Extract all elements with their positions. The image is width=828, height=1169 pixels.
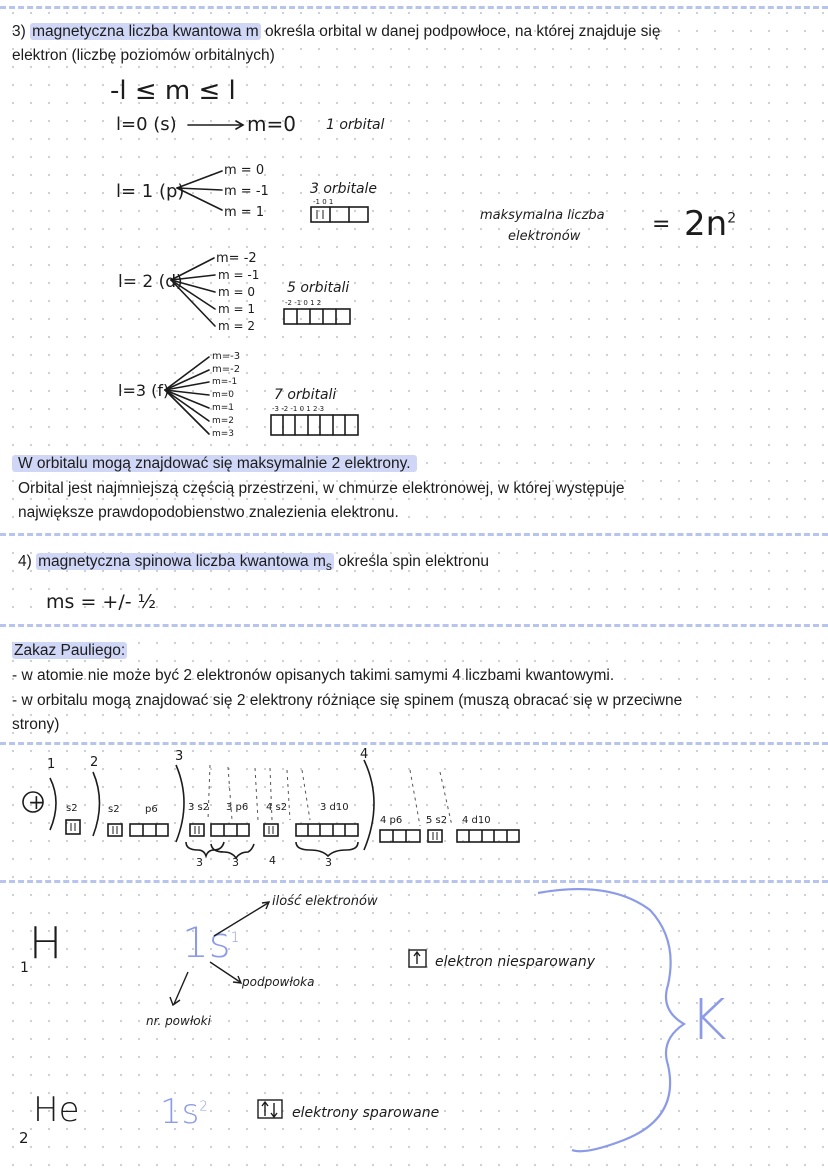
spin-formula: ms = +/- ½	[46, 591, 157, 613]
l3-m-1: m=-2	[212, 364, 241, 375]
l1-arrow-2	[177, 188, 222, 190]
l1-count: 3 orbitale	[310, 181, 378, 197]
max-label-1: maksymalna liczba	[480, 208, 605, 223]
l3-m-3: m=0	[212, 390, 235, 400]
arrow-to-shell-no	[174, 972, 188, 1004]
l2-label: l= 2 (d)	[118, 272, 183, 292]
orbital-line2: największe prawdopodobienstwo znalezienia elektronu.	[18, 504, 399, 521]
he-symbol: He	[33, 1090, 80, 1130]
l2-count: 5 orbitali	[287, 280, 350, 296]
l0-m: m=0	[247, 112, 296, 136]
h-config-exp: 1	[230, 930, 240, 946]
he-config-base: 1s	[160, 1092, 200, 1132]
l3-count: 7 orbitali	[274, 387, 337, 403]
brace-num-1: 3	[196, 856, 203, 869]
label-4d: 4 d10	[462, 815, 491, 826]
max-formula-base: 2n	[684, 204, 728, 244]
label-5s: 5 s2	[426, 815, 448, 826]
section3-rest: określa orbital w danej podpowłoce, na której znajduje się	[265, 23, 661, 40]
arrow-to-count	[214, 903, 268, 936]
l0-count: 1 orbital	[326, 117, 385, 133]
l1-m-0: m = 0	[224, 163, 265, 178]
l3-m-0: m=-3	[212, 351, 241, 362]
shell-num-1: 1	[47, 757, 56, 772]
section3-line2: elektron (liczbę poziomów orbitalnych)	[12, 47, 275, 64]
shell-num-2: 2	[90, 755, 99, 770]
paired-box	[258, 1100, 282, 1118]
l2-m-4: m = 2	[218, 319, 256, 333]
l3-m-6: m=3	[212, 429, 235, 439]
nucleus-plus: +	[28, 790, 45, 814]
shell-brace	[538, 889, 684, 1151]
nucleus-circle	[23, 792, 43, 812]
label-4s: 4 s2	[266, 802, 288, 813]
shell-num-4: 4	[360, 747, 369, 762]
orbital-highlight-text: W orbitalu mogą znajdować się maksymalnie 2 elektrony.	[12, 455, 417, 472]
pauli-line1: - w atomie nie może być 2 elektronów opisanych takimi samymi 4 liczbami kwantowymi.	[12, 667, 615, 684]
p-boxes	[311, 207, 368, 222]
h-config-base: 1s	[182, 918, 231, 967]
shell-num-3: 3	[175, 749, 184, 764]
he-z: 2	[19, 1129, 29, 1147]
label-3s: 3 s2	[188, 802, 210, 813]
l2-m-1: m = -1	[218, 268, 260, 282]
max-formula-eq: =	[652, 212, 671, 237]
l3-m-2: m=-1	[212, 377, 238, 387]
brace-num-4: 3	[325, 856, 332, 869]
h-symbol: H	[29, 918, 63, 969]
pauli-line2: - w orbitalu mogą znajdować się 2 elektrony różniące się spinem (muszą obracać się w przeciwne	[12, 692, 683, 709]
p-box-spins	[317, 210, 323, 219]
he-config-exp: 2	[199, 1099, 208, 1115]
l0-label: l=0 (s)	[116, 114, 177, 135]
section3-highlight: magnetyczna liczba kwantowa m	[32, 23, 259, 40]
l1-arrow-3	[177, 188, 222, 210]
l2-arrow-1	[171, 258, 214, 280]
label-1s: s2	[66, 803, 78, 814]
l3-m-4: m=1	[212, 403, 235, 413]
h-note-shell: nr. powłoki	[146, 1014, 211, 1028]
pauli-line3: strony)	[12, 716, 60, 733]
section4-highlight-text: magnetyczna spinowa liczba kwantowa m	[38, 553, 326, 570]
l1-label: l= 1 (p)	[116, 181, 185, 202]
label-4p: 4 p6	[380, 815, 403, 826]
m-range: -l ≤ m ≤ l	[110, 76, 236, 106]
l3-m-5: m=2	[212, 416, 235, 426]
label-2s: s2	[108, 804, 120, 815]
arrow-to-subshell	[210, 962, 240, 982]
label-3p: 3 p6	[226, 802, 249, 813]
l1-m-2: m = 1	[224, 205, 265, 220]
section4-rest: określa spin elektronu	[338, 553, 489, 570]
h-note-sub: podpowłoka	[242, 975, 315, 989]
l1-box-labels: -1 0 1	[313, 198, 334, 206]
shell-letter-k: K	[690, 988, 727, 1053]
d-boxes	[284, 309, 350, 324]
l2-box-labels: -2 -1 0 1 2	[285, 299, 322, 307]
label-2p: p6	[145, 804, 158, 815]
h-note-count: ilość elektronów	[272, 894, 378, 909]
l1-arrow-1	[177, 171, 222, 188]
l2-m-2: m = 0	[218, 285, 256, 299]
orbital-line1: Orbital jest najmniejszą częścią przestrzeni, w chmurze elektronowej, w której występuje	[18, 480, 625, 497]
l1-m-1: m = -1	[224, 184, 269, 199]
he-paired-label: elektrony sparowane	[292, 1105, 440, 1121]
l2-m-3: m = 1	[218, 302, 256, 316]
h-z: 1	[20, 960, 29, 976]
max-label-2: elektronów	[508, 229, 581, 244]
l2-m-0: m= -2	[216, 251, 257, 266]
l3-label: l=3 (f)	[118, 381, 170, 400]
label-3d: 3 d10	[320, 802, 349, 813]
section3-number: 3)	[12, 23, 26, 40]
l3-box-labels: -3 -2 -1 0 1 2 3	[272, 405, 325, 413]
max-formula-exp: 2	[727, 210, 737, 227]
section4-sub: s	[325, 559, 332, 574]
h-unpaired-label: elektron niesparowany	[435, 954, 596, 970]
shells-ink	[23, 760, 519, 858]
brace-num-3: 4	[269, 854, 276, 867]
brace-num-2: 3	[232, 856, 239, 869]
pauli-title-text: Zakaz Pauliego:	[14, 642, 126, 659]
shell-spins	[71, 823, 437, 840]
section4-number: 4)	[18, 553, 32, 570]
